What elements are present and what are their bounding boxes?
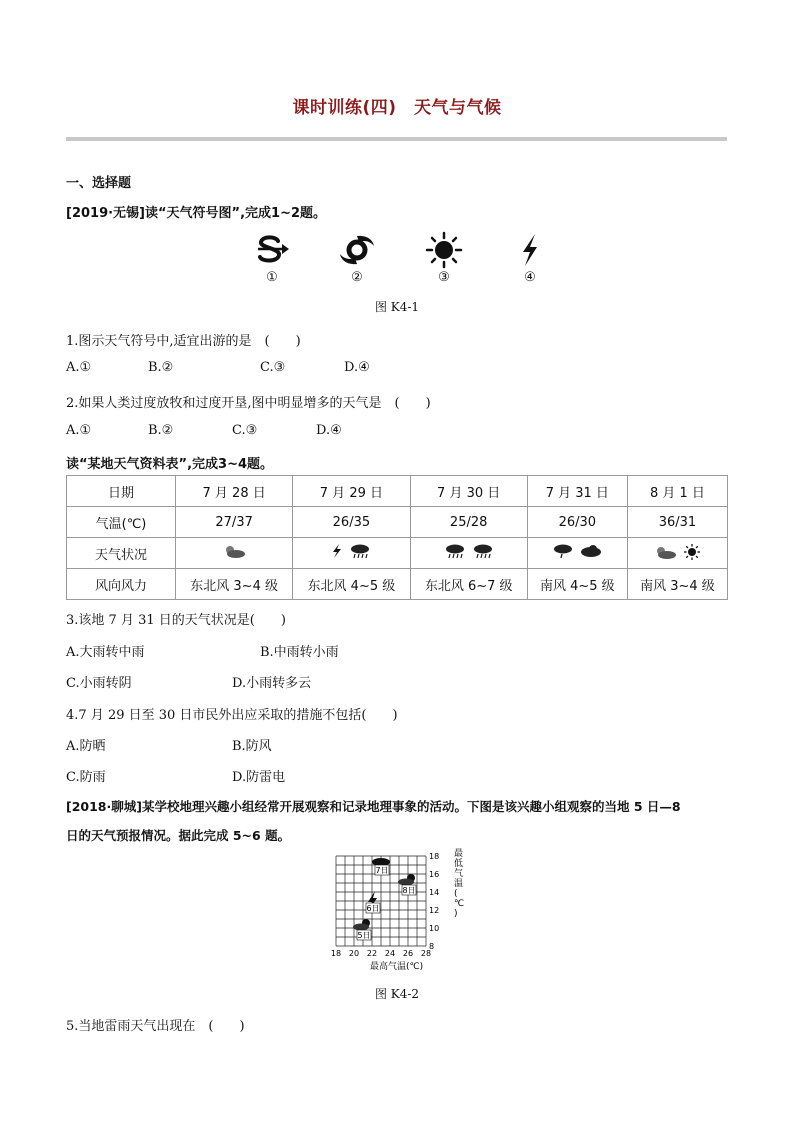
intro-q5-6-line1: [2018·聊城]某学校地理兴趣小组经常开展观察和记录地理事象的活动。下图是该兴趣小组观察的当地 5 日—8 [66, 799, 681, 814]
symbol-label: ③ [438, 270, 450, 285]
symbol-label: ② [351, 270, 363, 285]
light-rain-icon [552, 543, 574, 559]
table-cell: 25/28 [410, 507, 527, 538]
table-cell: 8 月 1 日 [627, 476, 727, 507]
option-c: C.防雨 [66, 770, 106, 785]
table-cell: 气温(℃) [67, 507, 176, 538]
x-tick-labels [331, 949, 431, 958]
option-a: A.大雨转中雨 [66, 645, 145, 660]
typhoon-icon [337, 230, 377, 270]
x-tick-label: 20 [348, 949, 360, 958]
table-cell: 东北风 3~4 级 [176, 569, 293, 600]
question-1: 1.图示天气符号中,适宜出游的是 ( ) [66, 334, 301, 349]
y-axis-label-char: 最 [454, 849, 464, 859]
table-cell: 26/30 [527, 507, 627, 538]
table-cell: 7 月 29 日 [293, 476, 410, 507]
rain-icon [349, 543, 371, 559]
chart-point [372, 858, 390, 875]
point-label: 7日 [375, 866, 389, 875]
y-axis-label-char: 温 [454, 879, 464, 889]
table-cell: 天气状况 [67, 538, 176, 569]
page-title: 课时训练(四) 天气与气候 [292, 98, 502, 118]
table-cell: 7 月 31 日 [527, 476, 627, 507]
table-cell: 7 月 30 日 [410, 476, 527, 507]
option-d: D.防雷电 [232, 770, 286, 785]
option-c: C.③ [260, 360, 286, 375]
table-cell [627, 538, 727, 569]
option-b: B.② [148, 423, 174, 438]
table-cell: 7 月 28 日 [176, 476, 293, 507]
table-cell [410, 538, 527, 569]
option-c: C.③ [232, 423, 258, 438]
point-label: 5日 [357, 931, 371, 940]
cloudy-sun-icon [222, 543, 246, 559]
table-cell: 日期 [67, 476, 176, 507]
table-row [67, 569, 728, 600]
y-tick-label: 16 [429, 870, 440, 879]
option-b: B.② [148, 360, 174, 375]
y-axis-label [454, 848, 464, 919]
y-axis-label-char: 气 [454, 869, 464, 879]
y-tick-labels [429, 852, 439, 951]
x-tick-label: 18 [330, 949, 342, 958]
intro-q1-2: [2019·无锡]读“天气符号图”,完成1~2题。 [66, 206, 327, 221]
y-tick-label: 8 [429, 942, 435, 951]
intro-q5-6-line2: 日的天气预报情况。据此完成 5~6 题。 [66, 828, 291, 843]
symbol-label: ① [266, 270, 278, 285]
question-5: 5.当地雷雨天气出现在 ( ) [66, 1019, 245, 1034]
question-2: 2.如果人类过度放牧和过度开垦,图中明显增多的天气是 ( ) [66, 396, 431, 411]
thunder-icon [510, 230, 550, 270]
table-row [67, 476, 728, 507]
figure-caption: 图 K4-1 [374, 300, 420, 314]
table-cell: 27/37 [176, 507, 293, 538]
option-a: A.防晒 [66, 739, 106, 754]
option-d: D.④ [316, 423, 342, 438]
x-tick-label: 22 [366, 949, 378, 958]
table-row [67, 507, 728, 538]
option-b: B.中雨转小雨 [260, 645, 339, 660]
x-tick-label: 24 [384, 949, 396, 958]
cloud-icon [353, 924, 369, 931]
table-cell: 风向风力 [67, 569, 176, 600]
question-4: 4.7 月 29 日至 30 日市民外出应采取的措施不包括( ) [66, 708, 398, 723]
intro-q3-4: 读“某地天气资料表”,完成3~4题。 [66, 457, 274, 472]
cloudy-sun-icon [653, 544, 677, 560]
sunny-icon [683, 543, 701, 561]
table-cell: 东北风 4~5 级 [293, 569, 410, 600]
table-row [67, 538, 728, 569]
option-d: D.④ [344, 360, 370, 375]
table-cell [176, 538, 293, 569]
x-tick-label: 28 [420, 949, 432, 958]
point-label: 6日 [366, 904, 380, 913]
section-heading: 一、选择题 [66, 176, 132, 191]
sunny-icon [424, 230, 464, 270]
y-tick-label: 14 [429, 888, 440, 897]
table-cell [527, 538, 627, 569]
rain-icon [444, 543, 466, 559]
cloud-icon [580, 544, 602, 558]
sandstorm-icon [252, 230, 292, 270]
rain-icon [472, 543, 494, 559]
cloud-icon [398, 879, 414, 886]
y-axis-label-char: ( [454, 889, 458, 899]
figure-caption: 图 K4-2 [374, 987, 420, 1001]
chart-point [366, 891, 380, 913]
option-a: A.① [66, 360, 92, 375]
symbol-label: ④ [524, 270, 536, 285]
question-3: 3.该地 7 月 31 日的天气状况是( ) [66, 613, 286, 628]
x-axis-label: 最高气温(℃) [370, 962, 424, 972]
y-tick-label: 10 [429, 924, 440, 933]
thunder-icon [331, 543, 343, 559]
temperature-chart [322, 848, 472, 978]
y-tick-label: 12 [429, 906, 440, 915]
option-b: B.防风 [232, 739, 272, 754]
option-d: D.小雨转多云 [232, 676, 312, 691]
table-cell: 26/35 [293, 507, 410, 538]
y-axis-label-char: ℃ [454, 899, 465, 909]
table-cell [293, 538, 410, 569]
table-cell: 东北风 6~7 级 [410, 569, 527, 600]
table-cell: 36/31 [627, 507, 727, 538]
y-axis-label-char: 低 [454, 859, 464, 869]
y-axis-label-char: ) [454, 909, 458, 919]
y-axis-label-text [454, 848, 464, 919]
table-cell: 南风 3~4 级 [627, 569, 727, 600]
option-a: A.① [66, 423, 92, 438]
y-tick-label: 18 [429, 852, 440, 861]
point-label: 8日 [402, 886, 416, 895]
weather-table [66, 475, 728, 600]
option-c: C.小雨转阴 [66, 676, 132, 691]
table-cell: 南风 4~5 级 [527, 569, 627, 600]
x-tick-label: 26 [402, 949, 414, 958]
title-divider [66, 137, 727, 141]
